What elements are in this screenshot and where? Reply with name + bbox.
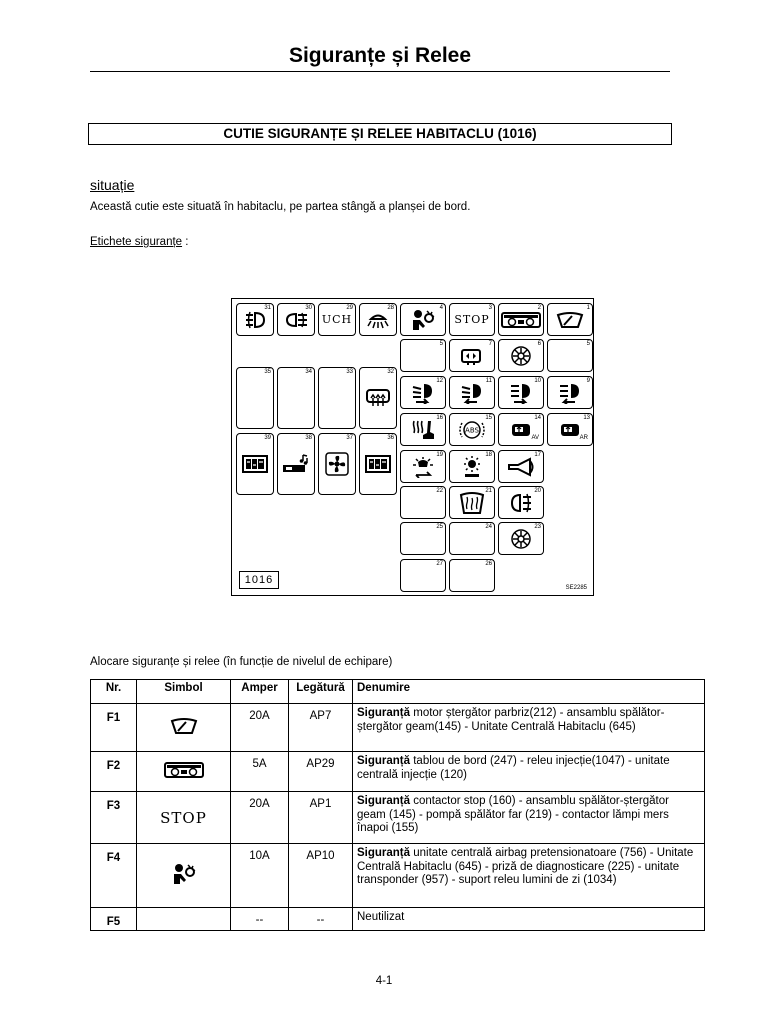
diagram-reference: SE2285 — [565, 585, 587, 591]
fuse-number: 11 — [485, 378, 492, 384]
seat-heater-icon — [401, 414, 445, 445]
cell-amper: 10A — [231, 844, 289, 908]
fuse-number: 25 — [436, 524, 443, 530]
fuse-cell-16 — [400, 413, 446, 446]
fuse-cell-34 — [277, 367, 315, 429]
fuse-number: 23 — [534, 524, 541, 530]
fuse-symbol-text: STOP — [454, 313, 490, 326]
fuse-cell-22 — [400, 486, 446, 519]
horn-icon — [499, 451, 543, 482]
fuse-cell-25 — [400, 522, 446, 555]
fuse-number: 9 — [586, 378, 590, 384]
table-header-row — [91, 680, 705, 704]
side-light-icon — [450, 451, 494, 482]
cell-simbol — [137, 752, 231, 792]
cell-simbol — [137, 704, 231, 752]
fuse-number: 4 — [439, 305, 443, 311]
cell-nr: F2 — [91, 752, 137, 792]
fuse-number: 21 — [485, 488, 492, 494]
fuse-cell-26 — [449, 559, 495, 592]
fuse-cell-19 — [400, 450, 446, 483]
table-row — [91, 792, 705, 844]
wiper-icon — [548, 304, 592, 335]
fuse-cell-36 — [359, 433, 397, 495]
fuse-number: 33 — [346, 369, 353, 375]
cell-legatura: -- — [289, 908, 353, 931]
fuse-number: 34 — [305, 369, 312, 375]
cell-legatura: AP7 — [289, 704, 353, 752]
fuse-cell-11 — [449, 376, 495, 409]
fuse-cell-14 — [498, 413, 544, 446]
table-row — [91, 844, 705, 908]
header-denumire: Denumire — [353, 680, 705, 704]
cell-denumire — [353, 752, 705, 792]
fuse-cell-39 — [236, 433, 274, 495]
fuse-number: 27 — [436, 561, 443, 567]
rear-fog-icon — [278, 304, 314, 335]
fuse-number: 39 — [264, 435, 271, 441]
fog-light-icon — [237, 304, 273, 335]
situation-text: Această cutie este situată în habitaclu, pe partea stângă a planșei de bord. — [90, 201, 471, 213]
wiper-icon — [169, 727, 199, 739]
allocation-caption: Alocare siguranțe și relee (în funcție de nivelul de echipare) — [90, 656, 393, 668]
fuse-cell-13 — [547, 413, 593, 446]
fuse-cell-20 — [498, 486, 544, 519]
fuse-cell-12 — [400, 376, 446, 409]
denumire-bold: Siguranță — [357, 847, 411, 859]
cell-denumire — [353, 908, 705, 931]
low-beam-right-icon — [401, 377, 445, 408]
page-title: Siguranțe și Relee — [288, 44, 472, 67]
fuse-number: 38 — [305, 435, 312, 441]
allocation-table — [90, 679, 705, 931]
fuse-cell-6 — [498, 339, 544, 372]
fuse-cell-9 — [547, 376, 593, 409]
cell-legatura: AP10 — [289, 844, 353, 908]
table-row — [91, 704, 705, 752]
fuse-cell-3 — [449, 303, 495, 336]
window-control-icon — [450, 340, 494, 371]
fuse-cell-31 — [236, 303, 274, 336]
cell-denumire — [353, 704, 705, 752]
denumire-text: unitate centrală airbag pretensionatoare (756) - Unitate Centrală Habitaclu (645) - priză de diagnosticare (225) - unitate transponder (957) - suport releu lumini de zi (1034) — [357, 847, 694, 886]
fuse-number: 3 — [488, 305, 492, 311]
fuse-number: 15 — [485, 415, 492, 421]
labels-suffix: : — [182, 236, 189, 248]
fuse-cell-21 — [449, 486, 495, 519]
cell-amper: 5A — [231, 752, 289, 792]
fuse-number: 29 — [346, 305, 353, 311]
front-fog-icon — [499, 487, 543, 518]
fuse-cell-10 — [498, 376, 544, 409]
cell-legatura: AP29 — [289, 752, 353, 792]
fuse-number: 20 — [534, 488, 541, 494]
fuse-number: 7 — [488, 341, 492, 347]
fuse-number: 14 — [534, 415, 541, 421]
header-nr: Nr. — [91, 680, 137, 704]
fuse-number: 22 — [436, 488, 443, 494]
fuse-cell-30 — [277, 303, 315, 336]
cell-amper: -- — [231, 908, 289, 931]
airbag-icon — [401, 304, 445, 335]
labels-line — [90, 236, 188, 248]
fuse-cell-29 — [318, 303, 356, 336]
title-rule — [90, 71, 670, 72]
fuse-number: 1 — [586, 305, 590, 311]
fuse-cell-2 — [498, 303, 544, 336]
fuse-number: 10 — [534, 378, 541, 384]
denumire-text: tablou de bord (247) - releu injecție(1047) - unitate centrală injecție (120) — [357, 755, 670, 781]
fuse-cell-5 — [400, 339, 446, 372]
fuse-number: 37 — [346, 435, 353, 441]
cell-denumire — [353, 844, 705, 908]
fuse-number: 26 — [485, 561, 492, 567]
fuse-cell-5 — [547, 339, 593, 372]
fuse-number: 5 — [586, 341, 590, 347]
fuse-number: 16 — [436, 415, 443, 421]
fuse-number: 36 — [387, 435, 394, 441]
abs-icon — [450, 414, 494, 445]
fuse-cell-7 — [449, 339, 495, 372]
cell-nr: F1 — [91, 704, 137, 752]
fuse-number: 18 — [485, 452, 492, 458]
fuse-cell-4 — [400, 303, 446, 336]
cell-denumire — [353, 792, 705, 844]
header-simbol: Simbol — [137, 680, 231, 704]
fuse-cell-28 — [359, 303, 397, 336]
table-row — [91, 908, 705, 931]
fuse-number: 28 — [387, 305, 394, 311]
cell-legatura: AP1 — [289, 792, 353, 844]
cell-nr: F3 — [91, 792, 137, 844]
fuse-number: 17 — [534, 452, 541, 458]
fuse-number: 24 — [485, 524, 492, 530]
cell-nr: F5 — [91, 908, 137, 931]
table-row — [91, 752, 705, 792]
denumire-bold: Siguranță — [357, 707, 411, 719]
fuse-cell-1 — [547, 303, 593, 336]
ventilation-icon — [499, 340, 543, 371]
fuse-number: 2 — [537, 305, 541, 311]
symbol-text: STOP — [160, 808, 207, 827]
fuse-number: 31 — [264, 305, 271, 311]
fuse-cell-33 — [318, 367, 356, 429]
fuse-symbol-text: UCH — [321, 313, 353, 326]
windscreen-heat-icon — [450, 487, 494, 518]
cell-amper: 20A — [231, 704, 289, 752]
fuse-number: 5 — [439, 341, 443, 347]
situation-heading: situație — [90, 177, 135, 193]
ventilation-icon — [499, 523, 543, 554]
fuse-cell-24 — [449, 522, 495, 555]
fuse-sub-label: AV — [531, 435, 539, 441]
fuse-cell-38 — [277, 433, 315, 495]
cell-simbol — [137, 908, 231, 931]
denumire-bold: Siguranță — [357, 755, 411, 767]
hazard-light-icon — [401, 451, 445, 482]
interior-light-icon — [360, 304, 396, 335]
ignition-icon — [360, 434, 396, 494]
fuse-cell-35 — [236, 367, 274, 429]
box-heading: CUTIE SIGURANȚE ȘI RELEE HABITACLU (1016) — [88, 123, 672, 145]
fuse-number: 19 — [436, 452, 443, 458]
denumire-text: Neutilizat — [357, 911, 405, 923]
airbag-icon — [171, 877, 197, 889]
fuse-number: 12 — [436, 378, 443, 384]
dashboard-icon — [499, 304, 543, 335]
fuse-cell-15 — [449, 413, 495, 446]
fuse-cell-37 — [318, 433, 356, 495]
denumire-bold: Siguranță — [357, 795, 411, 807]
radio-icon — [278, 434, 314, 494]
fuse-number: 13 — [583, 415, 590, 421]
svg-text:ABS: ABS — [465, 426, 479, 434]
fuse-cell-32 — [359, 367, 397, 429]
page-number: 4-1 — [375, 975, 393, 987]
fuse-number: 6 — [537, 341, 541, 347]
ignition-icon — [237, 434, 273, 494]
fuse-number: 30 — [305, 305, 312, 311]
high-beam-right-icon — [499, 377, 543, 408]
fuse-box-diagram — [231, 298, 594, 596]
labels-heading: Etichete siguranțe — [90, 236, 183, 248]
cell-nr: F4 — [91, 844, 137, 908]
rear-defrost-icon — [360, 368, 396, 428]
denumire-text: motor ștergător parbriz(212) - ansamblu spălător-ștergător geam(145) - Unitate Centrală Habitaclu (645) — [357, 707, 665, 733]
fuse-cell-17 — [498, 450, 544, 483]
fan-icon — [319, 434, 355, 494]
fuse-number: 35 — [264, 369, 271, 375]
fuse-box-id: 1016 — [239, 571, 279, 589]
high-beam-left-icon — [548, 377, 592, 408]
fuse-cell-18 — [449, 450, 495, 483]
fuse-sub-label: AR — [579, 435, 588, 441]
header-legatura: Legătură — [289, 680, 353, 704]
dashboard-icon — [164, 770, 204, 782]
low-beam-left-icon — [450, 377, 494, 408]
cell-simbol — [137, 844, 231, 908]
fuse-cell-27 — [400, 559, 446, 592]
header-amper: Amper — [231, 680, 289, 704]
fuse-cell-23 — [498, 522, 544, 555]
denumire-text: contactor stop (160) - ansamblu spălător-ștergător geam (145) - pompă spălător far (219) - contactor lămpi mers înapoi (155) — [357, 795, 669, 834]
cell-simbol — [137, 792, 231, 844]
cell-amper: 20A — [231, 792, 289, 844]
fuse-number: 32 — [387, 369, 394, 375]
